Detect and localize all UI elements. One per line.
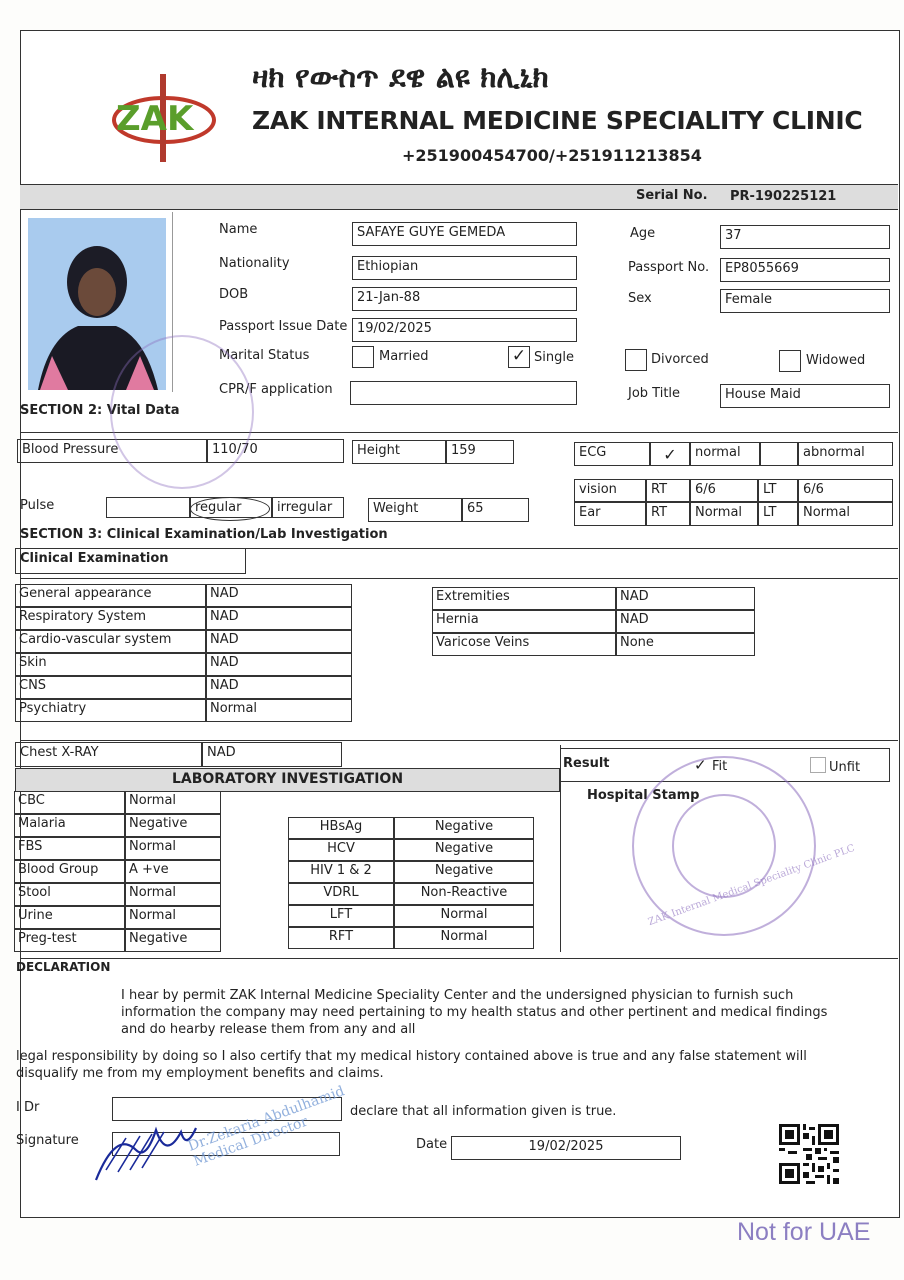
date-label: Date [416, 1137, 448, 1152]
lab-row-value[interactable]: Negative [394, 817, 534, 839]
lab-row-value[interactable]: Normal [125, 883, 221, 906]
single-checkbox[interactable]: ✓ [508, 346, 530, 368]
lab-row-value[interactable]: Negative [125, 814, 221, 837]
photo-stamp [110, 335, 254, 489]
clinical-row-value[interactable]: None [616, 633, 755, 656]
married-label: Married [379, 349, 429, 364]
weight-label: Weight [368, 498, 462, 522]
widowed-label: Widowed [806, 353, 866, 368]
ear-rt[interactable]: Normal [690, 502, 758, 526]
declaration-para1: I hear by permit ZAK Internal Medicine Speciality Center and the undersigned physician to furnish such information the company may need pertaining to my health status and other pertinent and medical findings and do hearby release them from any and all [121, 988, 828, 1037]
declaration-line [20, 958, 898, 959]
vision-rt-label: RT [646, 479, 690, 502]
name-label: Name [219, 222, 258, 237]
clinical-row-value[interactable]: Normal [206, 699, 352, 722]
lab-row-value[interactable]: Non-Reactive [394, 883, 534, 905]
bp-label: Blood Pressure [17, 439, 207, 463]
lab-row-label: HIV 1 & 2 [288, 861, 394, 883]
ear-lt-label: LT [758, 502, 798, 526]
job-label: Job Title [628, 386, 681, 401]
lab-row-value[interactable]: Normal [125, 837, 221, 860]
clinical-row-label: Respiratory System [15, 607, 206, 630]
marital-label: Marital Status [219, 348, 310, 363]
footer-note: Not for UAE [737, 1218, 871, 1246]
sex-label: Sex [628, 291, 652, 306]
clinical-row-value[interactable]: NAD [206, 653, 352, 676]
weight-field[interactable]: 65 [462, 498, 529, 522]
age-field[interactable]: 37 [720, 225, 890, 249]
qr-code-icon [779, 1124, 839, 1184]
ear-rt-label: RT [646, 502, 690, 526]
declaration-title: DECLARATION [16, 960, 111, 974]
passport-issue-field[interactable]: 19/02/2025 [352, 318, 577, 342]
lab-row-value[interactable]: A +ve [125, 860, 221, 883]
clinic-phones: +251900454700/+251911213854 [402, 146, 702, 165]
lab-row-label: HCV [288, 839, 394, 861]
ear-label: Ear [574, 502, 646, 526]
signature-label: Signature [16, 1133, 79, 1148]
lab-row-label: RFT [288, 927, 394, 949]
cpr-label: CPR/F application [219, 382, 333, 397]
passport-label: Passport No. [628, 260, 710, 275]
vision-lt[interactable]: 6/6 [798, 479, 893, 502]
xray-label: Chest X-RAY [15, 742, 202, 767]
declare-text: declare that all information given is true. [350, 1104, 617, 1119]
pulse-blank [106, 497, 190, 518]
clinical-row-label: Skin [15, 653, 206, 676]
sex-field[interactable]: Female [720, 289, 890, 313]
vision-lt-label: LT [758, 479, 798, 502]
signature-scribble [86, 1120, 206, 1190]
passport-issue-label: Passport Issue Date [219, 319, 348, 334]
married-checkbox[interactable] [352, 346, 374, 368]
serial-value: PR-190225121 [730, 189, 837, 204]
lab-row-label: Blood Group [14, 860, 125, 883]
bp-field[interactable]: 110/70 [207, 439, 344, 463]
clinic-name: ZAK INTERNAL MEDICINE SPECIALITY CLINIC [252, 106, 863, 135]
lab-row-value[interactable]: Negative [394, 861, 534, 883]
clinic-name-amharic: ዛክ የውስጥ ደዌ ልዩ ክሊኒክ [252, 60, 549, 95]
lab-title: LABORATORY INVESTIGATION [15, 768, 560, 792]
lab-row-label: CBC [14, 791, 125, 814]
section2-title: SECTION 2: Vital Data [20, 403, 180, 418]
divorced-label: Divorced [651, 352, 709, 367]
unfit-checkbox[interactable] [810, 757, 826, 773]
result-label: Result [563, 756, 610, 771]
unfit-label: Unfit [829, 760, 861, 775]
clinical-row-label: CNS [15, 676, 206, 699]
clinical-row-value[interactable]: NAD [616, 587, 755, 610]
dob-field[interactable]: 21-Jan-88 [352, 287, 577, 311]
section3-title: SECTION 3: Clinical Examination/Lab Investigation [20, 527, 388, 542]
clinical-row-value[interactable]: NAD [206, 676, 352, 699]
clinic-logo [108, 70, 220, 165]
lab-row-label: Preg-test [14, 929, 125, 952]
nationality-field[interactable]: Ethiopian [352, 256, 577, 280]
xray-line [20, 740, 898, 741]
clinical-row-label: Psychiatry [15, 699, 206, 722]
lab-row-label: Stool [14, 883, 125, 906]
ecg-normal: normal [690, 442, 760, 466]
hospital-stamp-label: Hospital Stamp [587, 788, 700, 803]
vision-label: vision [574, 479, 646, 502]
height-label: Height [352, 440, 446, 464]
lab-row-label: Urine [14, 906, 125, 929]
fit-label: Fit [712, 759, 728, 774]
regular-circle [190, 497, 270, 521]
lab-row-value[interactable]: Negative [125, 929, 221, 952]
clinical-row-value[interactable]: NAD [616, 610, 755, 633]
lab-row-value[interactable]: Negative [394, 839, 534, 861]
lab-row-value[interactable]: Normal [125, 906, 221, 929]
lab-row-value[interactable]: Normal [394, 905, 534, 927]
pulse-irregular[interactable]: irregular [272, 497, 344, 518]
clinical-row-value[interactable]: NAD [206, 584, 352, 607]
name-field[interactable]: SAFAYE GUYE GEMEDA [352, 222, 577, 246]
lab-row-label: Malaria [14, 814, 125, 837]
clinical-row-value[interactable]: NAD [206, 630, 352, 653]
fit-check[interactable]: ✓ [694, 756, 707, 774]
doctor-stamp: Dr.Zekaria Abdulhamid Medical Director [185, 1083, 347, 1170]
lab-row-value[interactable]: Normal [125, 791, 221, 814]
ear-lt[interactable]: Normal [798, 502, 893, 526]
lab-row-label: HBsAg [288, 817, 394, 839]
cpr-field[interactable] [350, 381, 577, 405]
lab-row-label: VDRL [288, 883, 394, 905]
clinical-row-value[interactable]: NAD [206, 607, 352, 630]
serial-label: Serial No. [636, 188, 708, 203]
clinical-row-label: Hernia [432, 610, 616, 633]
age-label: Age [630, 226, 656, 241]
idr-label: I Dr [16, 1100, 40, 1115]
height-field[interactable]: 159 [446, 440, 514, 464]
lab-row-label: FBS [14, 837, 125, 860]
dob-label: DOB [219, 287, 249, 302]
svg-text:ZAK: ZAK [116, 99, 194, 139]
widowed-checkbox[interactable] [779, 350, 801, 372]
section3-line-2 [20, 578, 898, 579]
ecg-abnormal: abnormal [798, 442, 893, 466]
clinical-row-label: Extremities [432, 587, 616, 610]
divorced-checkbox[interactable] [625, 349, 647, 371]
clinical-row-label: Cardio-vascular system [15, 630, 206, 653]
date-field[interactable]: 19/02/2025 [451, 1136, 681, 1160]
ecg-abnormal-check[interactable] [760, 442, 798, 466]
clinical-subtitle: Clinical Examination [15, 548, 246, 574]
clinical-row-label: Varicose Veins [432, 633, 616, 656]
pulse-label: Pulse [20, 498, 55, 513]
clinical-row-label: General appearance [15, 584, 206, 607]
single-label: Single [534, 350, 574, 365]
job-field[interactable]: House Maid [720, 384, 890, 408]
lab-row-value[interactable]: Normal [394, 927, 534, 949]
lab-row-label: LFT [288, 905, 394, 927]
ecg-label: ECG [574, 442, 650, 466]
vision-rt[interactable]: 6/6 [690, 479, 758, 502]
clinic-stamp-text: ZAK Internal Medical Speciality Clinic PLC [646, 842, 857, 929]
nationality-label: Nationality [219, 256, 290, 271]
pulse-regular[interactable]: regular [190, 497, 272, 518]
ecg-check[interactable]: ✓ [650, 442, 690, 466]
passport-field[interactable]: EP8055669 [720, 258, 890, 282]
xray-field[interactable]: NAD [202, 742, 342, 767]
declaration-para2: legal responsibility by doing so I also certify that my medical history contained above is true and any false statement will disqualify me from my employment benefits and claims. [16, 1049, 807, 1081]
